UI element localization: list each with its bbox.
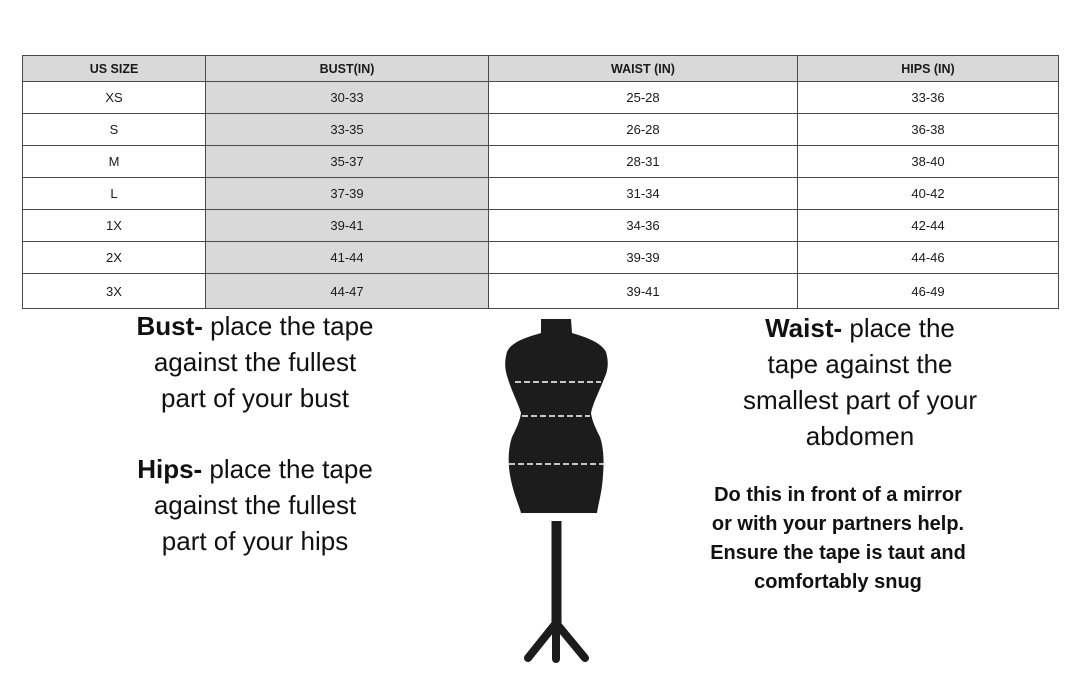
hips-text: place the tape — [202, 454, 373, 484]
tip-line-3: Ensure the tape is taut and — [710, 542, 966, 564]
header-us-size: US SIZE — [23, 56, 206, 82]
cell-hips: 40-42 — [798, 178, 1059, 210]
cell-bust: 39-41 — [206, 210, 489, 242]
cell-hips: 36-38 — [798, 114, 1059, 146]
cell-bust: 33-35 — [206, 114, 489, 146]
table-header-row — [23, 56, 1059, 82]
cell-hips: 46-49 — [798, 274, 1059, 309]
cell-bust: 44-47 — [206, 274, 489, 309]
cell-waist: 25-28 — [489, 82, 798, 114]
cell-size: 1X — [23, 210, 206, 242]
hips-line-3: part of your hips — [161, 526, 349, 556]
cell-size: 2X — [23, 242, 206, 274]
cell-size: XS — [23, 82, 206, 114]
waist-text: place the — [842, 313, 955, 343]
table-row — [23, 210, 1059, 242]
cell-size: 3X — [23, 274, 206, 309]
cell-bust: 30-33 — [206, 82, 489, 114]
header-bust: BUST(IN) — [206, 56, 489, 82]
bust-line-3: part of your bust — [161, 383, 349, 413]
dress-form-mannequin-icon — [495, 315, 617, 670]
bust-line-2: against the fullest — [153, 347, 357, 377]
waist-label: Waist- — [765, 313, 843, 343]
cell-waist: 31-34 — [489, 178, 798, 210]
cell-bust: 41-44 — [206, 242, 489, 274]
waist-line-1 — [725, 310, 995, 346]
cell-hips: 38-40 — [798, 146, 1059, 178]
cell-hips: 33-36 — [798, 82, 1059, 114]
cell-waist: 34-36 — [489, 210, 798, 242]
hips-line-1 — [110, 451, 400, 487]
table-row — [23, 242, 1059, 274]
cell-waist: 28-31 — [489, 146, 798, 178]
hips-label: Hips- — [137, 454, 203, 484]
mannequin-torso — [505, 319, 608, 513]
bust-line-1 — [110, 308, 400, 344]
tip-line-1: Do this in front of a mirror — [714, 484, 962, 506]
header-waist: WAIST (IN) — [489, 56, 798, 82]
cell-bust: 37-39 — [206, 178, 489, 210]
cell-waist: 39-41 — [489, 274, 798, 309]
waist-line-2: tape against the — [767, 349, 953, 379]
waist-line-4: abdomen — [805, 421, 915, 451]
cell-size: S — [23, 114, 206, 146]
measuring-tip — [680, 481, 996, 597]
mannequin-stand — [528, 623, 585, 659]
table-row — [23, 178, 1059, 210]
bust-instructions — [110, 308, 400, 416]
hips-line-2: against the fullest — [153, 490, 357, 520]
size-chart-table — [22, 55, 1059, 309]
bust-text: place the tape — [202, 311, 374, 341]
header-hips: HIPS (IN) — [798, 56, 1059, 82]
cell-hips: 44-46 — [798, 242, 1059, 274]
cell-waist: 39-39 — [489, 242, 798, 274]
table-row — [23, 114, 1059, 146]
cell-bust: 35-37 — [206, 146, 489, 178]
tip-line-2: or with your partners help. — [711, 513, 965, 535]
mannequin-pole — [552, 521, 562, 629]
cell-waist: 26-28 — [489, 114, 798, 146]
waist-instructions — [725, 310, 995, 454]
tip-line-4: comfortably snug — [754, 571, 922, 593]
table-row — [23, 146, 1059, 178]
hips-instructions — [110, 451, 400, 559]
cell-size: M — [23, 146, 206, 178]
table-row — [23, 274, 1059, 309]
cell-size: L — [23, 178, 206, 210]
waist-line-3: smallest part of your — [742, 385, 978, 415]
bust-label: Bust- — [136, 311, 203, 341]
cell-hips: 42-44 — [798, 210, 1059, 242]
table-row — [23, 82, 1059, 114]
